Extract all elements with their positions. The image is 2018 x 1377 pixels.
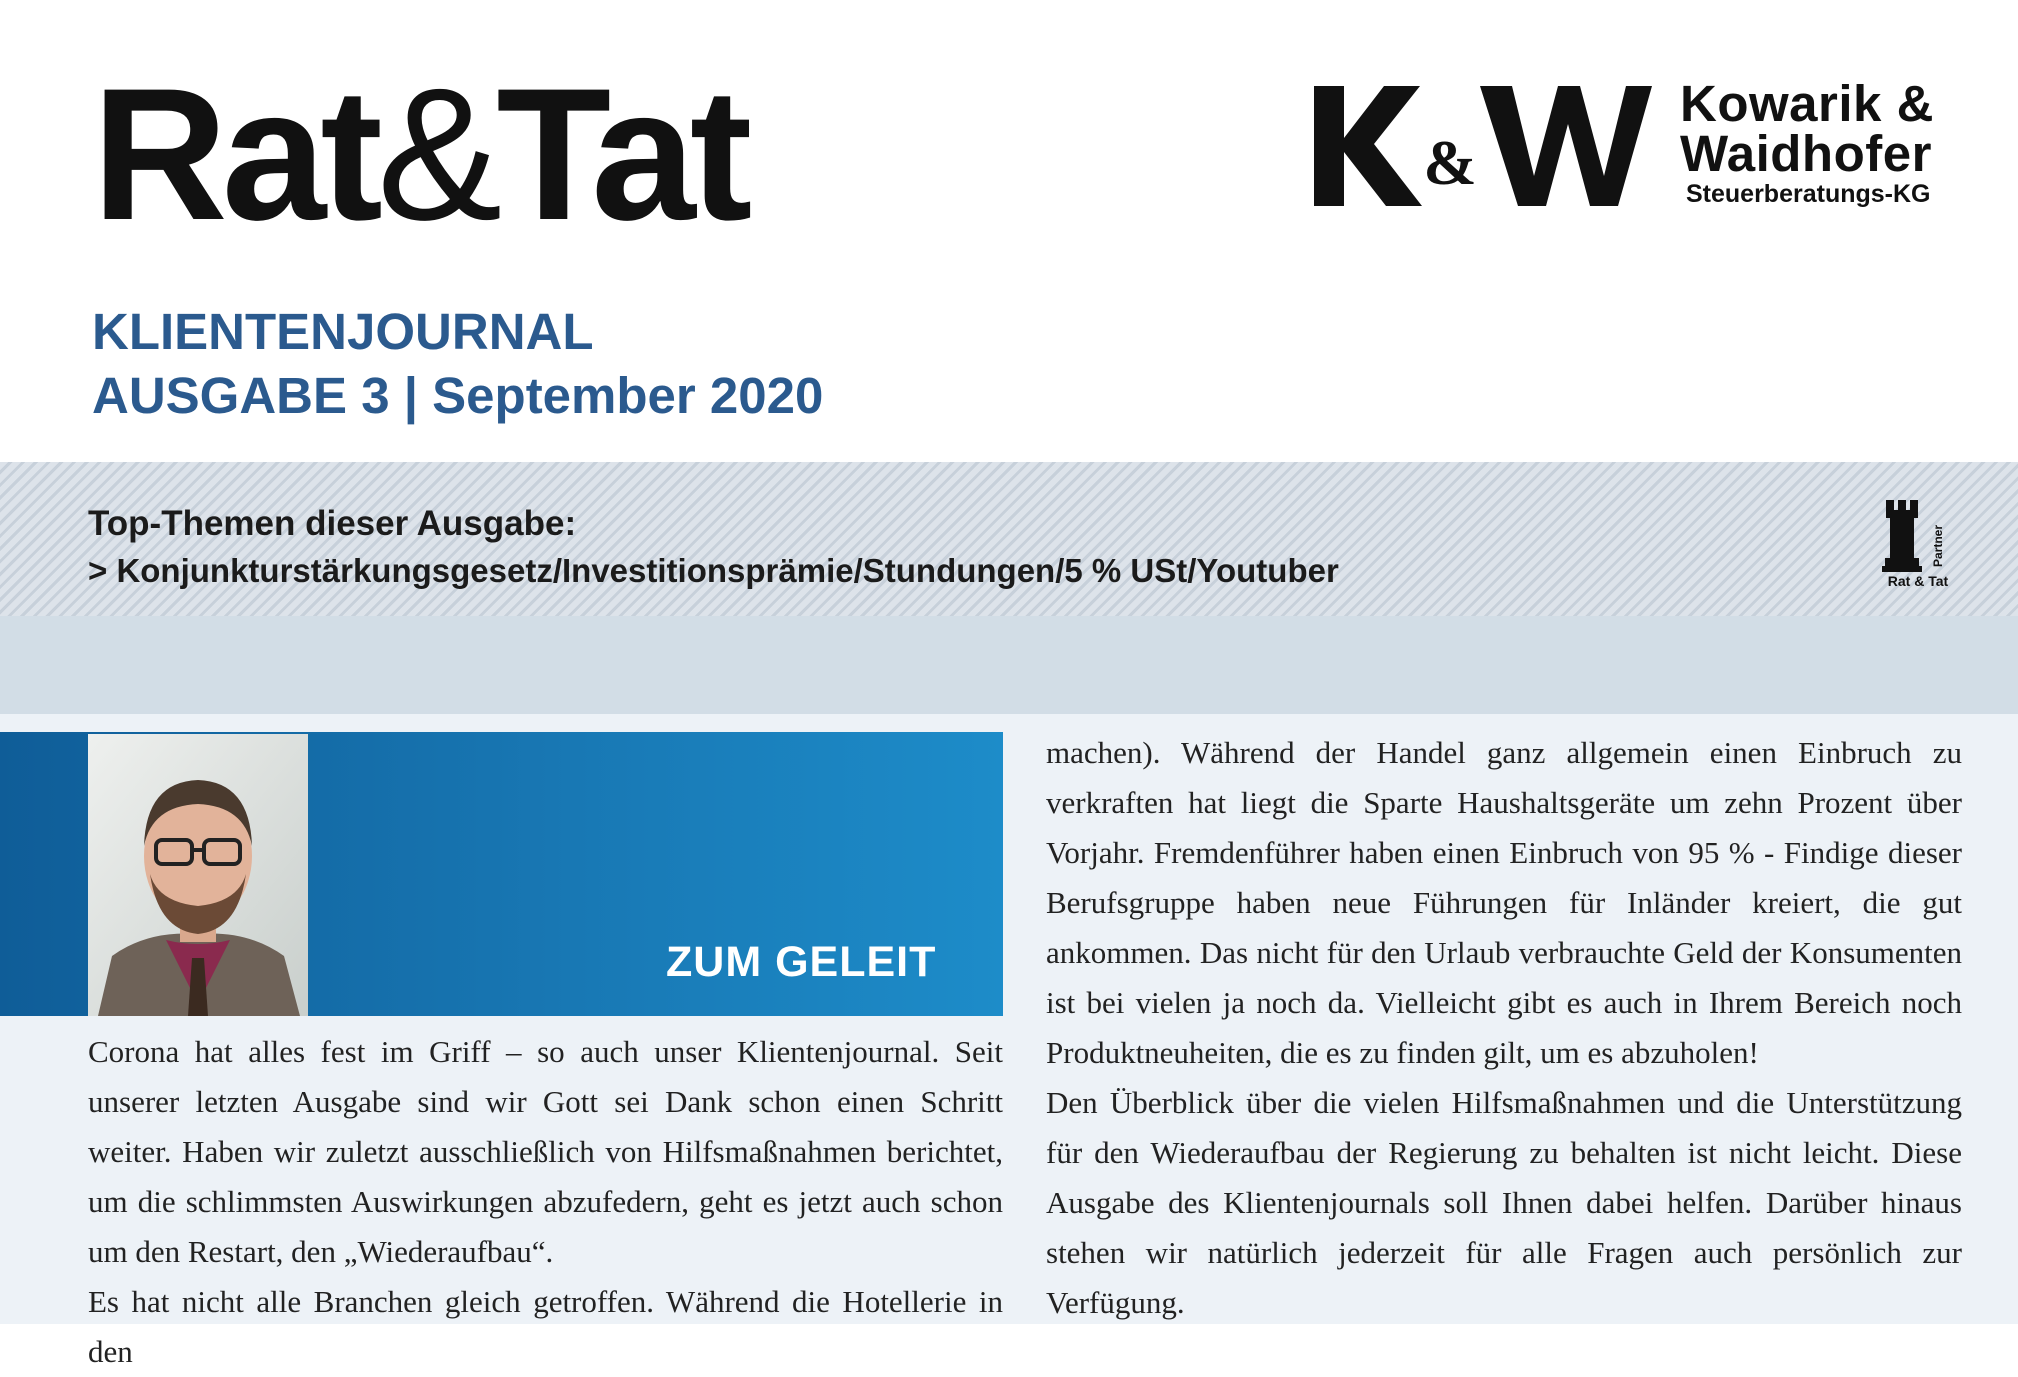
paragraph: Den Überblick über die vielen Hilfsmaßnahmen und die Unterstützung für den Wiederaufbau der Regierung zu behalten ist nicht leicht. Diese Ausgabe des Klientenjournals soll Ihnen dabei helfen. Darüber hinaus stehen wir natürlich jederzeit für alle Fragen auch persönlich zur Verfügung. [1046, 1085, 1962, 1320]
paragraph: Corona hat alles fest im Griff – so auch unser Klientenjournal. Seit unserer letzten Ausgabe sind wir Gott sei Dank schon einen Schritt weiter. Haben wir zuletzt ausschließlich von Hilfsmaßnahmen berichtet, um die schlimmsten Auswirkungen abzufedern, geht es jetzt auch schon um den Restart, den „Wiederaufbau“. [88, 1034, 1003, 1269]
brand-name-line3: Steuerberatungs-KG [1686, 180, 1931, 208]
editorial-column-left [88, 1027, 1003, 1369]
topics-heading: Top-Themen dieser Ausgabe: [88, 504, 577, 543]
masthead-title-ampersand: & [376, 49, 497, 259]
author-photo [88, 734, 308, 1016]
kw-logo [1312, 80, 1652, 212]
editorial-title: ZUM GELEIT [666, 938, 937, 986]
separator-band [0, 616, 2018, 714]
issue-label: AUSGABE 3 | September 2020 [92, 367, 824, 424]
masthead-title-part2: Tat [496, 49, 747, 259]
editorial-column-right [1046, 728, 1962, 1328]
paragraph: Es hat nicht alle Branchen gleich getroffen. Während die Hotellerie in den [88, 1284, 1003, 1369]
kw-logo-ampersand: & [1423, 127, 1477, 198]
masthead-title [92, 49, 747, 259]
partner-badge-rook-icon [1872, 496, 1964, 590]
brand-name-line2: Waidhofer [1680, 125, 1932, 182]
journal-label: KLIENTENJOURNAL [92, 303, 594, 360]
brand-name-line1: Kowarik & [1680, 75, 1934, 132]
masthead-title-part1: Rat [92, 49, 377, 259]
partner-badge-caption: Rat & Tat [1887, 573, 1949, 589]
topics-list: > Konjunkturstärkungsgesetz/Investitionsprämie/Stundungen/5 % USt/Youtuber [88, 552, 1339, 589]
partner-badge-vertical-text: Partner [1931, 524, 1945, 568]
paragraph: machen). Während der Handel ganz allgemein einen Einbruch zu verkraften hat liegt die Sparte Haushaltsgeräte um zehn Prozent über Vorjahr. Fremdenführer haben einen Einbruch von 95 % - Findige dieser Berufsgruppe haben neue Führungen für Inländer kreiert, die gut ankommen. Das nicht für den Urlaub verbrauchte Geld der Konsumenten ist bei vielen ja noch da. Vielleicht gibt es auch in Ihrem Bereich noch Produktneuheiten, die es zu finden gilt, um es abzuholen! [1046, 735, 1962, 1070]
